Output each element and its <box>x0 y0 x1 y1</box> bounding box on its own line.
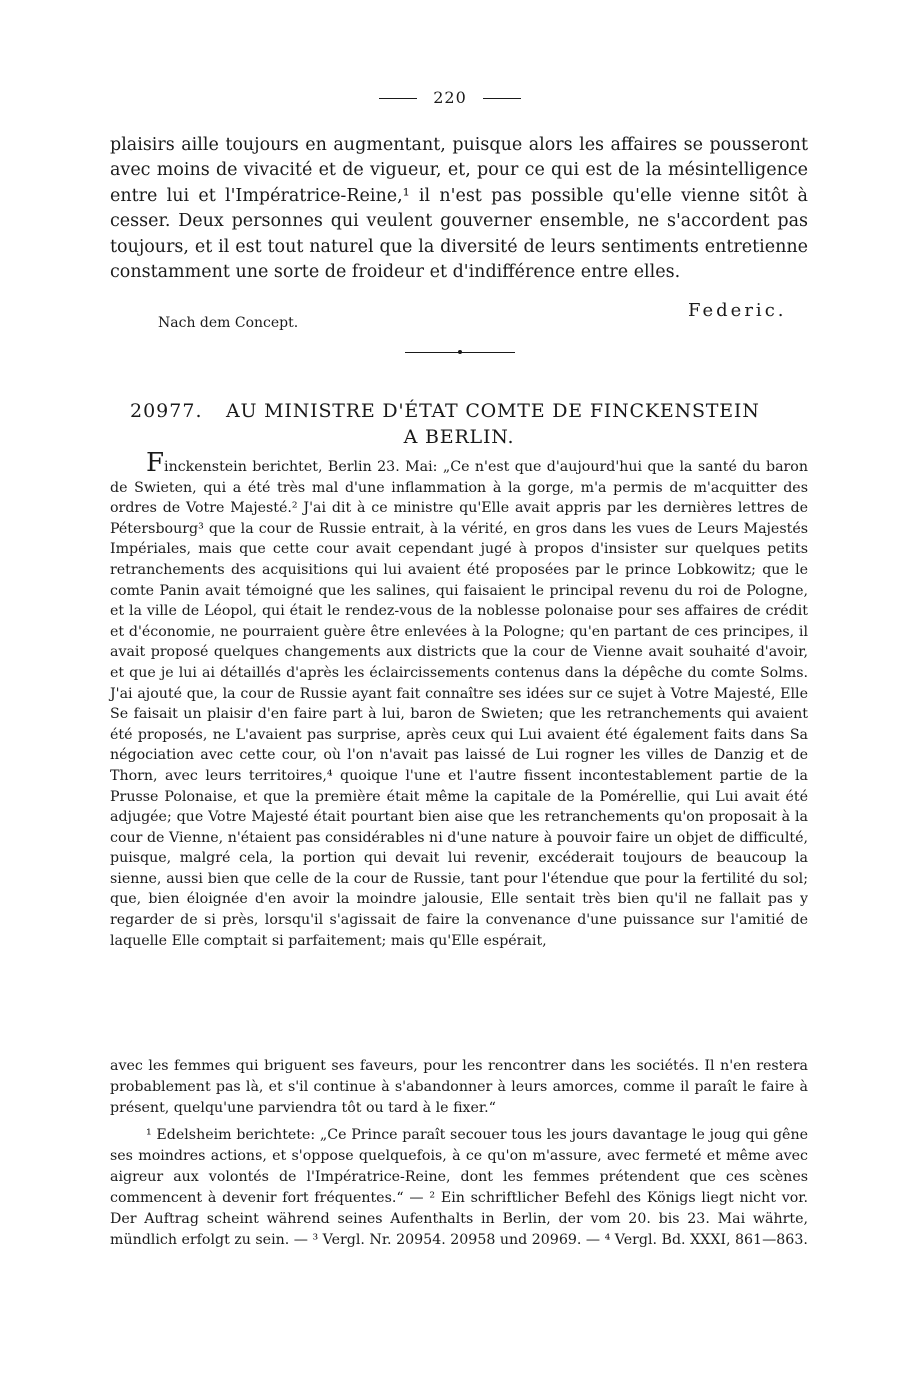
page-header <box>0 88 900 107</box>
source-note: Nach dem Concept. <box>158 315 299 331</box>
letter-body <box>110 448 808 951</box>
initial-letter: F <box>146 448 165 478</box>
signature: Federic. <box>688 300 787 321</box>
header-rule-left <box>379 98 417 99</box>
footnotes <box>110 1056 808 1251</box>
section-separator <box>405 352 515 353</box>
footnote-list: ¹ Edelsheim berichtete: „Ce Prince paraît secouer tous les jours davantage le joug qui gêne ses moindres actions, et s'oppose quelquefois, à ce qu'on m'assure, avec fermeté et même avec aigreur aux volontés de l'Impératrice-Reine, dont les femmes prétendent que ces scènes commencent à devenir fort fréquentes.“ — ² Ein schriftlicher Befehl des Königs liegt nicht vor. Der Auftrag scheint während seines Aufenthalts in Berlin, der vom 20. bis 23. Mai währte, mündlich erfolgt zu sein. — ³ Vergl. Nr. 20954. 20958 und 20969. — ⁴ Vergl. Bd. XXXI, 861—863. <box>110 1127 808 1248</box>
letter-body-text: inckenstein berichtet, Berlin 23. Mai: „Ce n'est que d'aujourd'hui que la santé du baron de Swieten, qui a été très mal d'une inflammation à la gorge, m'a permis de m'acquitter des ordres de Votre Majesté.² J'ai dit à ce ministre qu'Elle avait appris par les dernières lettres de Pétersbourg³ que la cour de Russie entrait, à la vérité, en gros dans les vues de Leurs Majestés Impériales, mais que cette cour avait cependant jugé à propos d'insister sur quelques petits retranchements des acquisitions qui lui avaient été proposées par le prince Lobkowitz; que le comte Panin avait témoigné que les salines, qui faisaient le principal revenu du roi de Pologne, et la ville de Léopol, qui était le rendez-vous de la noblesse polonaise pour ses affaires de crédit et d'économie, ne pourraient guère être enlevées à la Pologne; qu'en partant de ces principes, il avait proposé quelques changements aux districts que la cour de Vienne avait souhaité d'avoir, et que je lui ai détaillés d'après les éclaircissements contenus dans la dépêche du comte Solms. J'ai ajouté que, la cour de Russie ayant fait connaître ses idées sur ce sujet à Votre Majesté, Elle Se faisait un plaisir d'en faire part à lui, baron de Swieten; que les retranchements qui avaient été proposés, ne L'avaient pas surprise, après ceux qui Lui avaient été également faits dans Sa négociation avec cette cour, où l'on n'avait pas laissé de Lui rogner les villes de Danzig et de Thorn, avec leurs territoires,⁴ quoique l'une et l'autre fissent incontestablement partie de la Prusse Polonaise, et que la première était même la capitale de la Pomérellie, qui Lui avait été adjugée; que Votre Majesté était pourtant bien aise que les retranchements qu'on proposait à la cour de Vienne, n'étaient pas considérables ni d'une nature à pouvoir faire un objet de difficulté, puisque, malgré cela, la portion qui devait lui revenir, excéderait toujours de beaucoup la sienne, aussi bien que celle de la cour de Russie, tant pour l'étendue que pour la fertilité du sol; que, bien éloignée d'en avoir la moindre jalousie, Elle sentait très bien qu'il ne fallait pas y regarder de si près, lorsqu'il s'agissait de faire la convenance d'une puissance sur l'amitié de laquelle Elle comptait si parfaitement; mais qu'Elle espérait, <box>110 459 808 949</box>
letter-place: A BERLIN. <box>403 426 515 448</box>
header-rule-right <box>483 98 521 99</box>
carryover-paragraph: plaisirs aille toujours en augmentant, puisque alors les affaires se pousseront avec moins de vivacité et de vigueur, et, pour ce qui est de la mésintelligence entre lui et l'Impératrice-Reine,¹ il n'est pas possible qu'elle vienne sitôt à cesser. Deux personnes qui veulent gouverner ensemble, ne s'accordent pas toujours, et il est tout naturel que la diversité de leurs sentiments entretienne constamment une sorte de froideur et d'indifférence entre elles. <box>110 135 808 283</box>
footnote-continuation: avec les femmes qui briguent ses faveurs, pour les rencontrer dans les sociétés. Il n'en restera probablement pas là, et s'il continue à s'abandonner à leurs amorces, comme il paraît le faire à présent, quelqu'une parviendra tôt ou tard à le fixer.“ <box>110 1058 808 1116</box>
letter-number: 20977. <box>130 400 203 422</box>
page-number: 220 <box>433 88 467 107</box>
letter-title: AU MINISTRE D'ÉTAT COMTE DE FINCKENSTEIN <box>226 400 760 422</box>
